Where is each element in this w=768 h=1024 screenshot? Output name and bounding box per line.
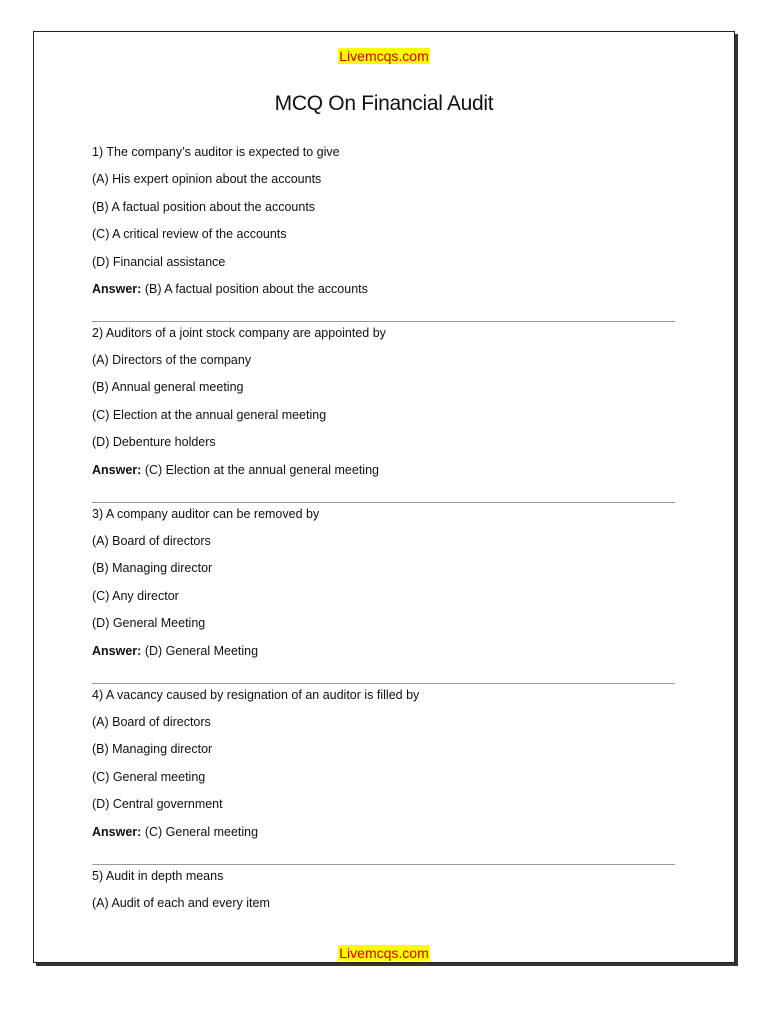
option-d: (D) Financial assistance (92, 255, 226, 269)
option-b: (B) Managing director (92, 742, 213, 756)
answer-label: Answer: (92, 644, 142, 658)
separator (92, 864, 675, 865)
answer-line (92, 463, 379, 477)
question-text: 5) Audit in depth means (92, 869, 224, 883)
option-a: (A) Directors of the company (92, 353, 252, 367)
option-b: (B) Managing director (92, 561, 213, 575)
answer-text: (B) A factual position about the accounts (144, 282, 368, 296)
answer-label: Answer: (92, 825, 142, 839)
answer-label: Answer: (92, 463, 142, 477)
separator (92, 321, 675, 322)
option-c: (C) Election at the annual general meeting (92, 408, 327, 422)
site-watermark-top (34, 48, 734, 64)
site-watermark-bottom (34, 945, 734, 961)
option-a: (A) Board of directors (92, 534, 211, 548)
separator (92, 502, 675, 503)
option-a: (A) Board of directors (92, 715, 211, 729)
option-d: (D) General Meeting (92, 616, 206, 630)
answer-text: (C) Election at the annual general meeting (144, 463, 379, 477)
answer-text: (D) General Meeting (144, 644, 259, 658)
question-text: 1) The company’s auditor is expected to give (92, 145, 340, 159)
option-b: (B) A factual position about the accounts (92, 200, 316, 214)
answer-line (92, 825, 258, 839)
answer-line (92, 644, 258, 658)
separator (92, 683, 675, 684)
option-b: (B) Annual general meeting (92, 380, 244, 394)
option-a: (A) Audit of each and every item (92, 896, 270, 910)
question-text: 4) A vacancy caused by resignation of an auditor is filled by (92, 688, 420, 702)
answer-label: Answer: (92, 282, 142, 296)
site-link-bottom[interactable]: Livemcqs.com (339, 945, 429, 961)
answer-text: (C) General meeting (144, 825, 259, 839)
option-c: (C) General meeting (92, 770, 206, 784)
question-text: 2) Auditors of a joint stock company are appointed by (92, 326, 386, 340)
document-page (33, 31, 735, 963)
option-d: (D) Central government (92, 797, 223, 811)
page-title: MCQ On Financial Audit (274, 92, 494, 115)
answer-line (92, 282, 368, 296)
site-link-top[interactable]: Livemcqs.com (339, 48, 429, 64)
option-a: (A) His expert opinion about the accounts (92, 172, 322, 186)
question-text: 3) A company auditor can be removed by (92, 507, 320, 521)
option-c: (C) Any director (92, 589, 179, 603)
option-c: (C) A critical review of the accounts (92, 227, 287, 241)
option-d: (D) Debenture holders (92, 435, 216, 449)
